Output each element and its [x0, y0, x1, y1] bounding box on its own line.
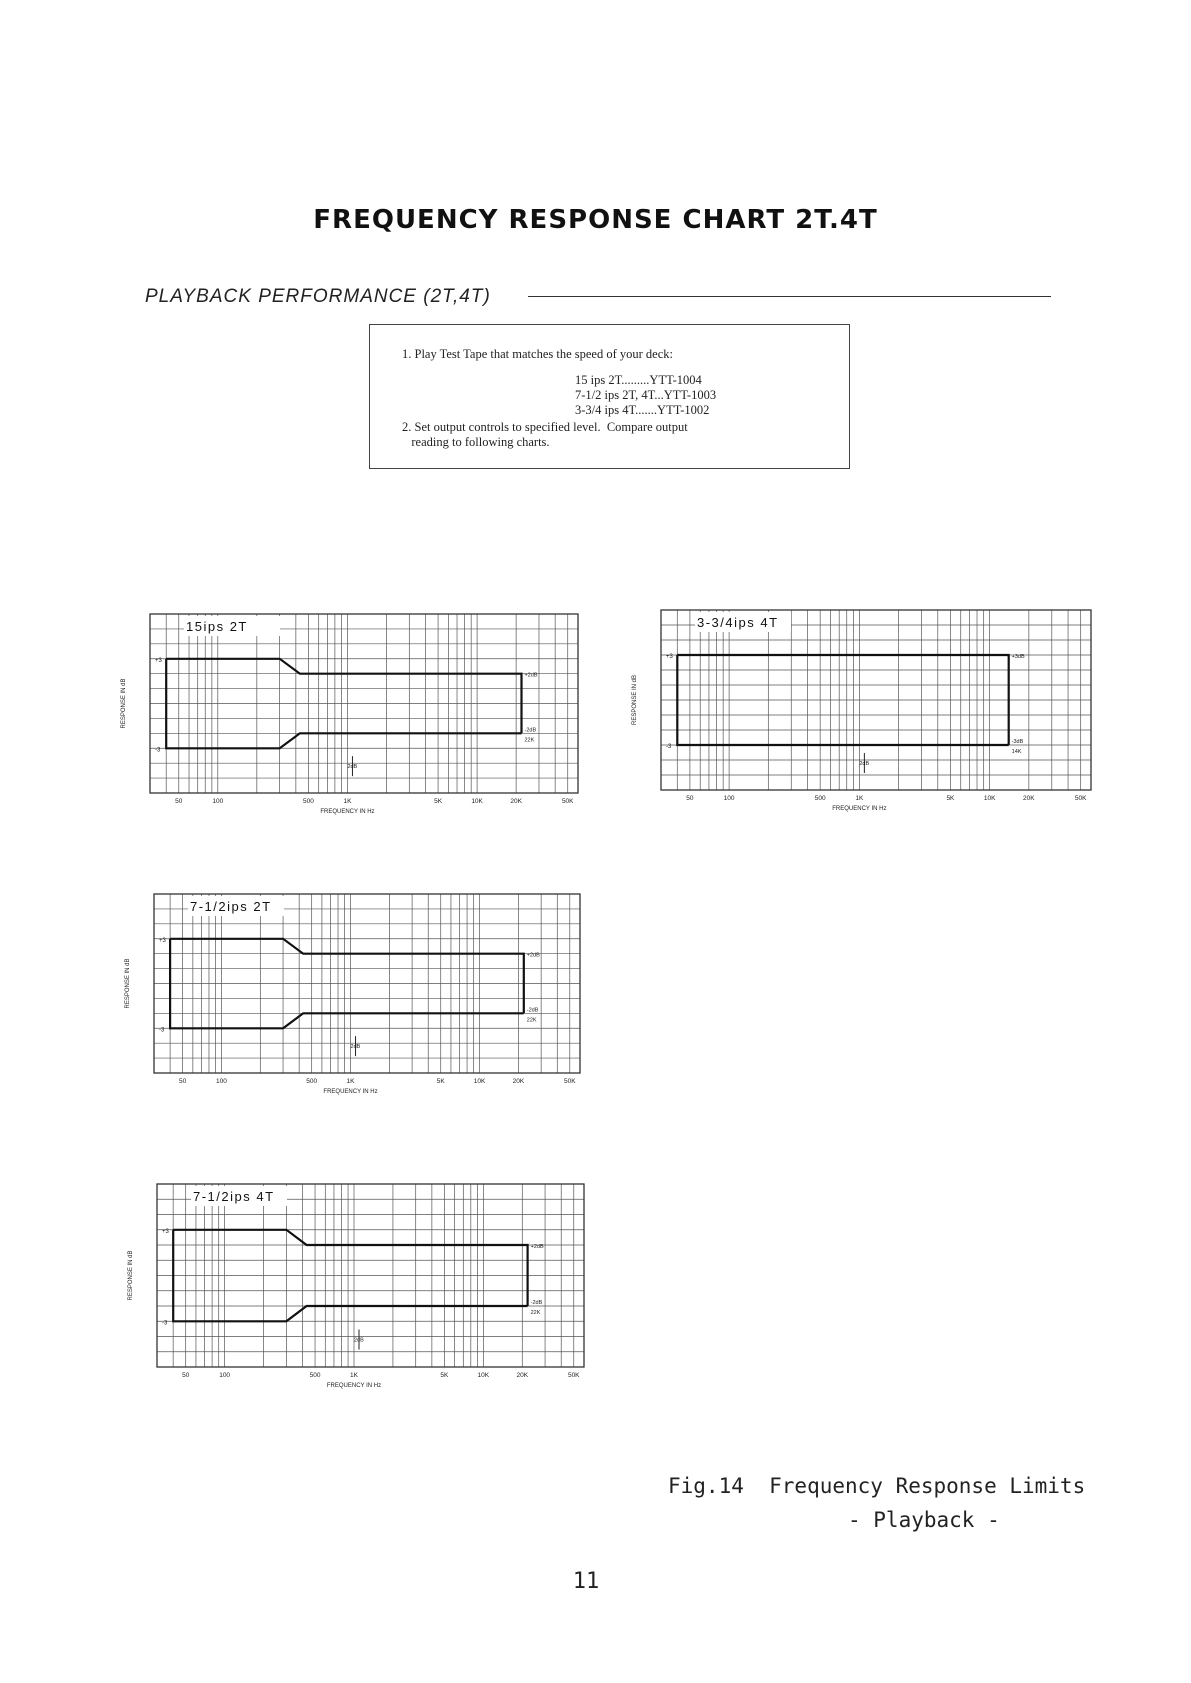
test-tape-7-1-2ips: 7-1/2 ips 2T, 4T...YTT-1003 [575, 388, 717, 402]
y-axis-label: RESPONSE IN dB [128, 1250, 134, 1301]
chart-title: 15ips 2T [186, 619, 248, 634]
y-tick-label: +3 [155, 657, 162, 664]
y-axis-label: RESPONSE IN dB [632, 674, 638, 726]
x-axis-label: FREQUENCY IN Hz [323, 1089, 378, 1095]
x-tick-label: 500 [814, 795, 826, 802]
y-axis-label: RESPONSE IN dB [121, 678, 127, 729]
test-tape-3-3-4ips: 3-3/4 ips 4T.......YTT-1002 [575, 403, 710, 417]
x-axis-label: FREQUENCY IN Hz [326, 1383, 382, 1389]
y-tick-label: +3 [159, 937, 166, 944]
annotation-upper: +2dB [530, 1244, 544, 1250]
x-tick-label: 20K [512, 1078, 525, 1085]
x-tick-label: 500 [306, 1078, 318, 1085]
x-tick-label: 50K [567, 1372, 580, 1379]
x-axis-label: FREQUENCY IN Hz [320, 809, 375, 815]
annotation-lower: -2dB [524, 727, 537, 734]
x-tick-label: 100 [216, 1078, 227, 1085]
annotation-upper: +2dB [524, 672, 538, 679]
x-tick-label: 50 [686, 795, 694, 802]
section-rule [528, 296, 1051, 297]
x-tick-label: 50 [182, 1372, 190, 1379]
page-title: FREQUENCY RESPONSE CHART 2T.4T [313, 205, 878, 235]
scale-marker-label: 2dB [350, 1044, 361, 1051]
x-tick-label: 50K [561, 798, 574, 805]
x-tick-label: 10K [983, 795, 996, 802]
scale-marker-label: 2dB [353, 1337, 364, 1344]
chart-title: 7-1/2ips 2T [190, 899, 272, 914]
x-tick-label: 100 [219, 1372, 231, 1379]
x-tick-label: 50 [179, 1078, 187, 1085]
instruction-step-2-cont: reading to following charts. [402, 435, 550, 449]
scale-marker-label: 2dB [859, 761, 870, 767]
chart-title: 3-3/4ips 4T [697, 615, 779, 630]
chart-7-1-2ips-4t [127, 1170, 606, 1399]
x-tick-label: 1K [350, 1372, 358, 1379]
y-tick-label: +3 [666, 654, 673, 660]
instruction-step-2: 2. Set output controls to specified level. Compare output [402, 420, 688, 434]
annotation-frequency: 22K [524, 737, 535, 744]
instruction-step-1: 1. Play Test Tape that matches the speed of your deck: [402, 347, 673, 361]
x-tick-label: 50K [563, 1078, 576, 1085]
x-tick-label: 1K [346, 1078, 355, 1085]
y-tick-label: -3 [159, 1027, 165, 1034]
x-tick-label: 10K [477, 1372, 490, 1379]
chart-title: 7-1/2ips 4T [193, 1189, 275, 1204]
x-tick-label: 100 [212, 798, 224, 805]
x-tick-label: 500 [309, 1372, 321, 1379]
annotation-lower: -2dB [530, 1300, 543, 1306]
instructions-box [369, 324, 850, 469]
limit-line-series-0 [173, 1230, 527, 1306]
scale-marker-label: 2dB [347, 764, 358, 771]
y-tick-label: -3 [162, 1320, 168, 1327]
x-tick-label: 5K [436, 1078, 445, 1085]
x-tick-label: 1K [343, 798, 352, 805]
x-tick-label: 20K [1023, 795, 1035, 802]
x-tick-label: 50K [1074, 795, 1087, 802]
y-tick-label: -3 [666, 744, 672, 750]
annotation-lower: -2dB [526, 1007, 539, 1014]
y-axis-label: RESPONSE IN dB [125, 958, 131, 1009]
x-tick-label: 10K [473, 1078, 486, 1085]
x-tick-label: 10K [471, 798, 483, 805]
x-axis-label: FREQUENCY IN Hz [832, 806, 887, 812]
page-number: 11 [572, 1569, 600, 1594]
test-tape-15ips: 15 ips 2T.........YTT-1004 [575, 373, 702, 387]
chart-3-3-4ips-4t [631, 596, 1113, 822]
figure-subcaption: - Playback - [848, 1508, 1000, 1532]
x-tick-label: 100 [723, 795, 735, 802]
x-tick-label: 1K [855, 795, 864, 802]
annotation-upper: +2dB [526, 952, 540, 959]
x-tick-label: 20K [510, 798, 522, 805]
x-tick-label: 5K [440, 1372, 449, 1379]
annotation-frequency: 14K [1011, 749, 1022, 755]
chart-7-1-2ips-2t [124, 880, 602, 1105]
x-tick-label: 20K [516, 1372, 529, 1379]
y-tick-label: -3 [155, 747, 161, 754]
figure-caption: Fig.14 Frequency Response Limits [668, 1474, 1086, 1498]
x-tick-label: 50 [175, 798, 183, 805]
x-tick-label: 5K [946, 795, 955, 802]
y-tick-label: +3 [162, 1228, 169, 1235]
chart-15ips-2t [120, 600, 600, 825]
limit-line-series-0 [166, 659, 521, 734]
section-heading: PLAYBACK PERFORMANCE (2T,4T) [145, 286, 491, 307]
annotation-lower: -3dB [1011, 739, 1024, 745]
annotation-upper: +3dB [1011, 654, 1025, 660]
limit-line-series-0 [170, 939, 524, 1014]
annotation-frequency: 22K [530, 1310, 541, 1316]
x-tick-label: 500 [302, 798, 314, 805]
x-tick-label: 5K [434, 798, 443, 805]
annotation-frequency: 22K [526, 1017, 537, 1024]
